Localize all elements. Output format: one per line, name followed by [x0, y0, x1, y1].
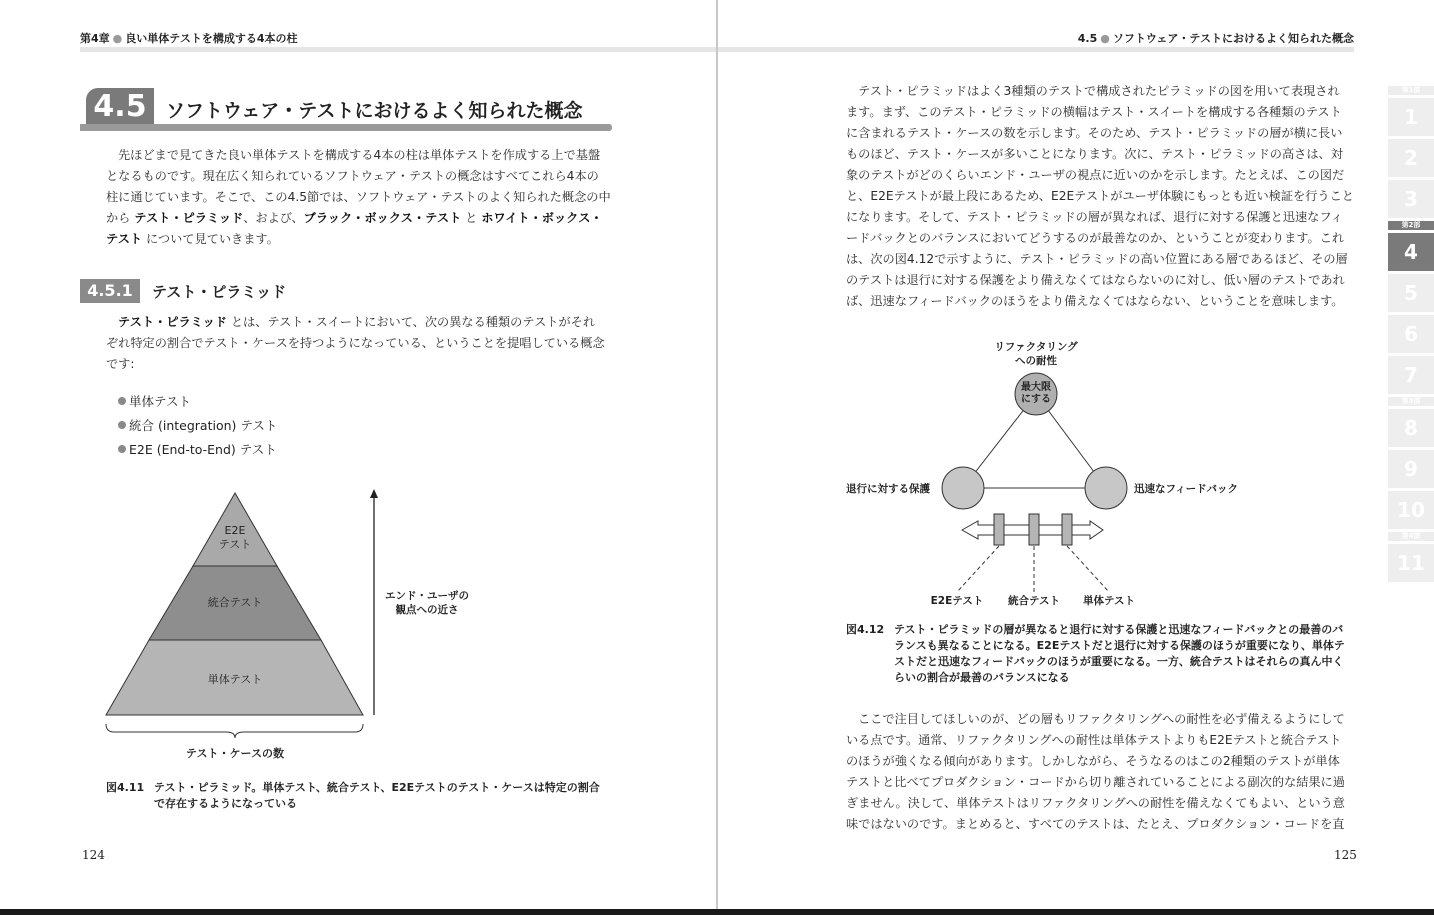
intro-text: 、および、: [243, 211, 304, 225]
right-header-rule: [718, 47, 1354, 52]
intro-paragraph: [106, 145, 612, 166]
pyramid-middle-label: 統合テスト: [207, 596, 263, 609]
tradeoff-triangle-figure: [840, 334, 1260, 620]
paragraph-line: ードバックとのバランスにおいてどうするのが最善なのか、ということが変わります。これ: [846, 231, 1345, 245]
section-label: 4.5: [1077, 32, 1098, 45]
intro-line: となるものです。現在広く知られているソフトウェア・テストの概念はすべてこれら4本の: [106, 169, 599, 183]
chapter-tab-1: 1: [1388, 98, 1434, 136]
paragraph-line: ぎません。決して、単体テストはリファクタリングへの耐性を備えなくてもよい、という意: [846, 796, 1345, 810]
term-black-box: ブラック・ボックス・テスト: [303, 211, 462, 225]
subsection-title: テスト・ピラミッド: [152, 283, 287, 301]
paragraph-line: いる点です。通常、リファクタリングへの耐性は単体テストよりもE2Eテストと統合テスト: [846, 733, 1342, 747]
caption-line: で存在するようになっている: [154, 797, 297, 810]
right-node: [1085, 467, 1127, 509]
page-gutter: [716, 0, 718, 915]
part-label: 第3部: [1388, 397, 1434, 406]
arrow-up-icon: [370, 489, 378, 498]
chapter-label: 第4章: [80, 32, 110, 45]
part-label: 第4部: [1388, 532, 1434, 541]
chapter-tab-7: 7: [1388, 356, 1434, 394]
chapter-tab-10: 10: [1388, 491, 1434, 529]
chapter-tab-11: 11: [1388, 544, 1434, 582]
intro-text: と: [465, 211, 478, 225]
caption-line: ストだと迅速なフィードバックのほうが重要になる。一方、統合テストはそれらの真ん中く: [894, 655, 1344, 668]
intro-line: [106, 208, 612, 229]
intro-line: [106, 229, 612, 250]
book-bottom-edge: [0, 909, 1434, 915]
caption-label: 図4.11: [106, 781, 145, 794]
bullet-icon: [118, 397, 126, 405]
paragraph-line: は、次の図4.12で示すように、テスト・ピラミッドの高い位置にある層であるほど、その層: [846, 252, 1348, 266]
intro-line: 柱に通じています。そこで、この4.5節では、ソフトウェア・テストのよく知られた概念の中: [106, 190, 611, 204]
term-test-pyramid: テスト・ピラミッド: [118, 315, 227, 329]
intro-text: から: [106, 211, 131, 225]
body-paragraph-1: [846, 81, 1354, 312]
figure-caption-4-11: [106, 780, 616, 814]
body-paragraph-2: [846, 709, 1354, 835]
section-underline: [80, 124, 612, 131]
slider-label: 統合テスト: [1007, 595, 1061, 607]
paragraph-line: 象のテストがどのくらいエンド・ユーザの視点に近いのかを示します。たとえば、この図だ: [846, 168, 1345, 182]
chapter-title: 良い単体テストを構成する4本の柱: [125, 32, 298, 45]
paragraph-line: ものほど、テスト・ケースが多いことになります。次に、テスト・ピラミッドの高さは、対: [846, 147, 1343, 161]
section-number: 4.5: [86, 88, 154, 126]
page-number-right: 125: [1334, 848, 1357, 862]
paragraph-line: ここで注目してほしいのが、どの層もリファクタリングへの耐性を必ず備えるようにして: [858, 712, 1345, 726]
slider-marker-integration: [1029, 514, 1039, 545]
chapter-tab-6: 6: [1388, 315, 1434, 353]
term-white-box: ホワイト・ボックス・: [481, 211, 603, 225]
paragraph-line: のほうが強くなる傾向があります。しかしながら、そうなるのはこの2種類のテストが単体: [846, 754, 1340, 768]
caption-line: テスト・ピラミッド。単体テスト、統合テスト、E2Eテストのテスト・ケースは特定の割合: [154, 781, 600, 794]
slider-marker-e2e: [994, 514, 1004, 545]
paragraph-line: ば、迅速なフィードバックのほうをより備えなくてはならない、ということを意味します。: [846, 294, 1344, 308]
bullet-text: E2E (End-to-End) テスト: [129, 442, 277, 457]
bullet-icon: [118, 421, 126, 429]
paragraph-line: ます。まず、このテスト・ピラミッドの横幅はテスト・スイートを構成する各種類のテスト: [846, 105, 1342, 119]
pyramid-top-label: E2E: [224, 524, 246, 537]
bullet-text: 単体テスト: [129, 394, 192, 409]
slider-label: E2Eテスト: [930, 595, 984, 607]
bullet-icon: ●: [112, 32, 123, 45]
slider-label: 単体テスト: [1082, 595, 1136, 607]
paragraph-line: に含まれるテスト・ケースの数を示します。そのため、テスト・ピラミッドの層が横に長い: [846, 126, 1343, 140]
axis-label: 観点への近さ: [395, 604, 459, 616]
paragraph-line: 味ではないのです。まとめると、すべてのテストは、たとえ、プロダクション・コードを直: [846, 817, 1345, 831]
right-node-caption: 迅速なフィードバック: [1134, 483, 1238, 495]
bullet-item: [118, 392, 191, 410]
sub-paragraph-line: ぞれ特定の割合でテスト・ケースを持つようになっている、ということを提唱している概念: [106, 336, 605, 350]
pyramid-bottom-label: 単体テスト: [207, 673, 263, 686]
chapter-tab-2: 2: [1388, 139, 1434, 177]
figure-caption-4-12: [846, 622, 1356, 688]
test-pyramid-figure: [90, 484, 490, 774]
section-header-title: ソフトウェア・テストにおけるよく知られた概念: [1112, 32, 1354, 45]
page-number-left: 124: [82, 848, 105, 862]
term-test-pyramid: テスト・ピラミッド: [134, 211, 244, 225]
left-node: [942, 467, 984, 509]
paragraph-line: になります。そして、テスト・ピラミッドの層が異なれば、退行に対する保護と迅速なフィ: [846, 210, 1343, 224]
left-node-caption: 退行に対する保護: [846, 483, 930, 495]
caption-line: ランスも異なることになる。E2Eテストだと退行に対する保護のほうが重要になり、単体テ: [894, 639, 1345, 652]
subsection-number: 4.5.1: [80, 279, 140, 303]
chapter-tab-4: 4: [1388, 233, 1434, 271]
left-header-rule: [80, 47, 716, 52]
sub-paragraph-line: です:: [106, 357, 135, 371]
slider-marker-unit: [1062, 514, 1072, 545]
width-label: テスト・ケースの数: [185, 747, 285, 760]
sub-paragraph-line: [118, 312, 612, 333]
paragraph-line: テスト・ピラミッドはよく3種類のテストで構成されたピラミッドの図を用いて表現され: [858, 84, 1340, 98]
intro-text: について見ていきます。: [145, 232, 279, 246]
bullet-icon: ●: [1100, 32, 1110, 45]
bullet-text: 統合 (integration) テスト: [129, 418, 278, 433]
chapter-tab-3: 3: [1388, 180, 1434, 218]
chapter-tab-9: 9: [1388, 450, 1434, 488]
bullet-icon: [118, 445, 126, 453]
caption-label: 図4.12: [846, 623, 885, 636]
leader-line: [957, 546, 999, 592]
caption-line: らいの割合が最善のバランスになる: [894, 671, 1070, 684]
paragraph-line: テストと比べてプロダクション・コードから切り離されていることによる副次的な結果に過: [846, 775, 1345, 789]
chapter-tab-8: 8: [1388, 409, 1434, 447]
pyramid-top-label: テスト: [218, 538, 252, 551]
paragraph-line: と、E2Eテストが最上段にあるため、E2Eテストがユーザ体験にもっとも近い検証を行うこと: [846, 189, 1354, 203]
term-white-box-cont: テスト: [106, 232, 143, 246]
axis-label: エンド・ユーザの: [385, 590, 469, 602]
figure-top-caption: リファクタリング: [994, 341, 1078, 353]
chapter-tab-5: 5: [1388, 274, 1434, 312]
right-running-header: [1078, 30, 1354, 46]
part-label: 第1部: [1388, 86, 1434, 95]
caption-line: テスト・ピラミッドの層が異なると退行に対する保護と迅速なフィードバックとの最善のバ: [894, 623, 1344, 636]
section-title: ソフトウェア・テストにおけるよく知られた概念: [166, 100, 583, 122]
figure-top-caption: への耐性: [1015, 355, 1057, 367]
paragraph-line: のテストは退行に対する保護をより備えなくてはならないのに対し、低い層のテストであれ: [846, 273, 1345, 287]
top-node-label: 最大限: [1021, 382, 1051, 393]
bullet-item: [118, 440, 277, 458]
bullet-item: [118, 416, 277, 434]
left-running-header: [80, 30, 297, 46]
top-node-label: にする: [1021, 394, 1051, 405]
leader-line: [1067, 546, 1109, 592]
part-label: 第2部: [1388, 221, 1434, 230]
intro-line: 先ほどまで見てきた良い単体テストを構成する4本の柱は単体テストを作成する上で基盤: [118, 148, 601, 162]
width-brace: [106, 724, 363, 738]
sub-text: とは、テスト・スイートにおいて、次の異なる種類のテストがそれ: [230, 315, 596, 329]
